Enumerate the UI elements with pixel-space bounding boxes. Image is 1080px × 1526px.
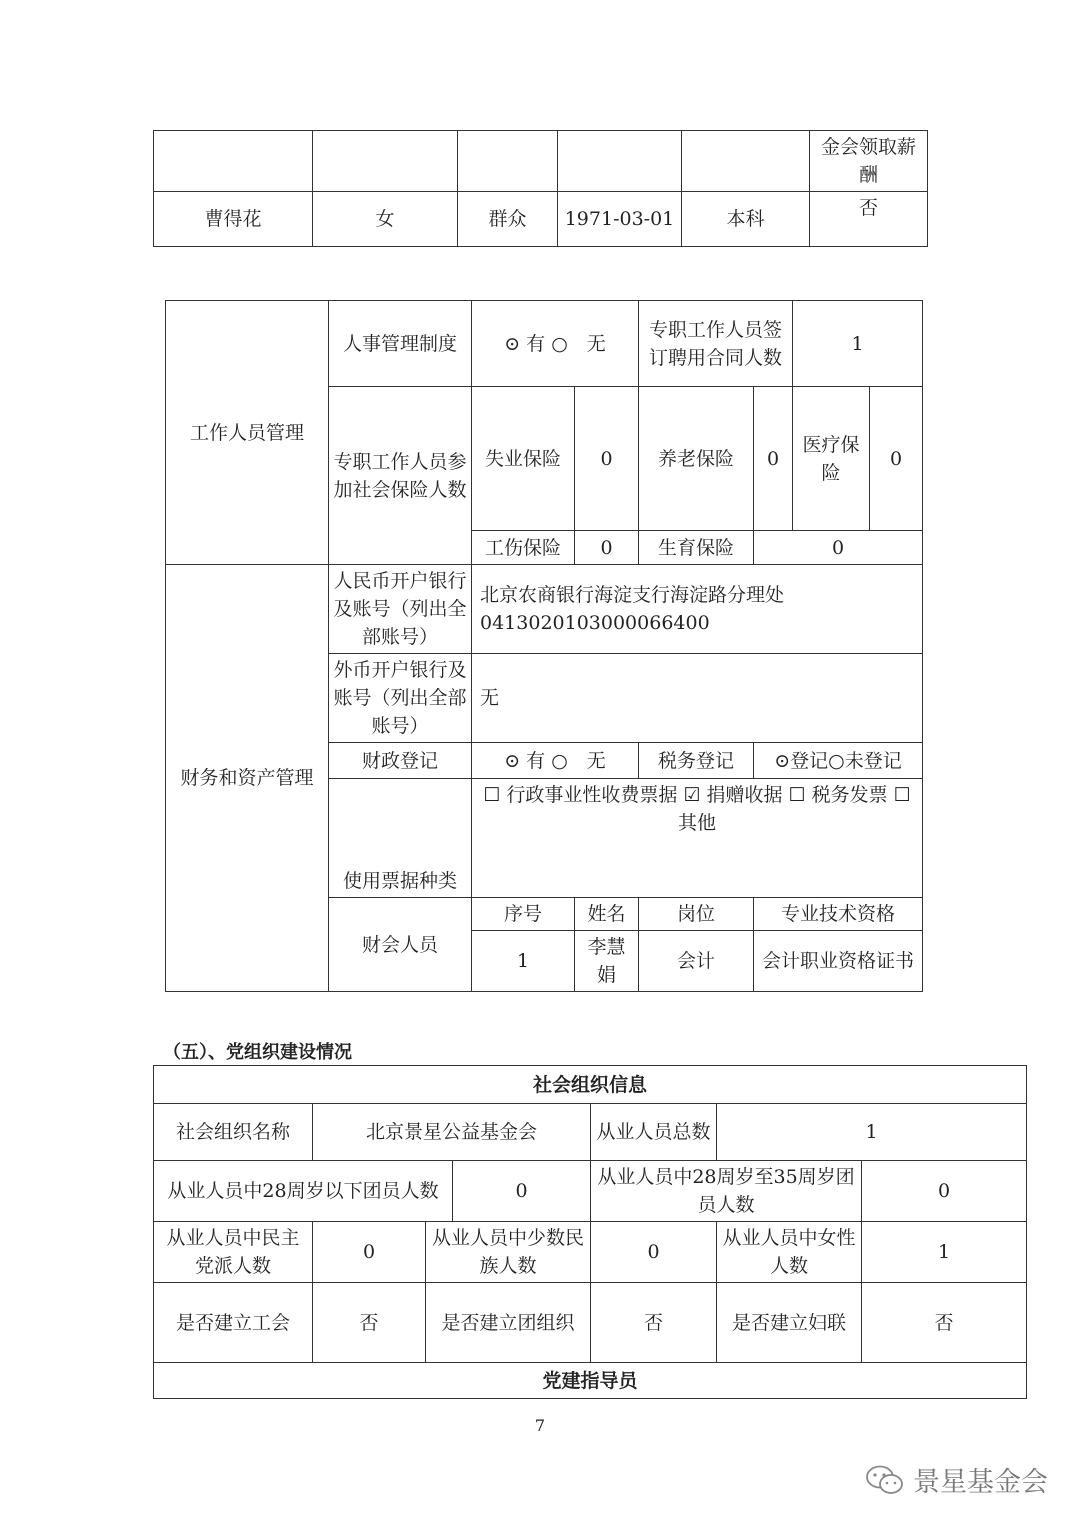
- maternity-label: 生育保险: [639, 531, 754, 565]
- contract-label: 专职工作人员签订聘用合同人数: [639, 301, 793, 387]
- hr-system-label: 人事管理制度: [329, 301, 472, 387]
- org-table: [153, 1065, 1027, 1399]
- acc-header-qual: 专业技术资格: [754, 898, 923, 931]
- fx-account-value: 无: [472, 654, 923, 743]
- fx-account-label: 外币开户银行及账号（列出全部账号）: [329, 654, 472, 743]
- employees-value: 1: [717, 1104, 1027, 1161]
- youth-28-35-label: 从业人员中28周岁至35周岁团员人数: [591, 1161, 862, 1222]
- female-value: 1: [862, 1222, 1027, 1283]
- staff-table: [153, 130, 928, 247]
- medical-value: 0: [870, 387, 923, 531]
- female-label: 从业人员中女性人数: [717, 1222, 862, 1283]
- rmb-account-number: 0413020103000066400: [480, 612, 710, 634]
- invoice-label: 使用票据种类: [329, 779, 472, 898]
- staff-header-cell: [154, 131, 313, 192]
- youth-under28-label: 从业人员中28周岁以下团员人数: [154, 1161, 453, 1222]
- hr-system-value: ⊙ 有 ○ 无: [472, 301, 639, 387]
- fiscal-value: ⊙ 有 ○ 无: [472, 743, 639, 779]
- invoice-value: ☐ 行政事业性收费票据 ☑ 捐赠收据 ☐ 税务发票 ☐ 其他: [472, 779, 923, 898]
- acc-header-post: 岗位: [639, 898, 754, 931]
- page-number: 7: [534, 1416, 546, 1435]
- minority-value: 0: [591, 1222, 717, 1283]
- pension-label: 养老保险: [639, 387, 754, 531]
- staff-salary: 否: [810, 192, 928, 247]
- democratic-value: 0: [313, 1222, 426, 1283]
- org-name-label: 社会组织名称: [154, 1104, 313, 1161]
- staff-birth: 1971-03-01: [558, 192, 682, 247]
- acc-qual: 会计职业资格证书: [754, 931, 923, 992]
- unemployment-value: 0: [575, 387, 639, 531]
- staff-header-cell: [313, 131, 458, 192]
- unemployment-label: 失业保险: [472, 387, 575, 531]
- finance-mgmt-label: 财务和资产管理: [166, 565, 329, 992]
- wechat-icon: [865, 1464, 905, 1496]
- maternity-value: 0: [754, 531, 923, 565]
- org-name-value: 北京景星公益基金会: [313, 1104, 591, 1161]
- democratic-label: 从业人员中民主党派人数: [154, 1222, 313, 1283]
- staff-gender: 女: [313, 192, 458, 247]
- acc-header-no: 序号: [472, 898, 575, 931]
- women-value: 否: [862, 1283, 1027, 1363]
- tax-label: 税务登记: [639, 743, 754, 779]
- medical-label: 医疗保险: [793, 387, 870, 531]
- staff-political: 群众: [458, 192, 558, 247]
- union-label: 是否建立工会: [154, 1283, 313, 1363]
- staff-header-cell: [682, 131, 810, 192]
- youth-28-35-value: 0: [862, 1161, 1027, 1222]
- staff-header-salary: 金会领取薪酬: [810, 131, 928, 192]
- watermark: [865, 1460, 1048, 1499]
- league-label: 是否建立团组织: [426, 1283, 591, 1363]
- rmb-account-value: [472, 565, 923, 654]
- staff-mgmt-label: 工作人员管理: [166, 301, 329, 565]
- acc-no: 1: [472, 931, 575, 992]
- union-value: 否: [313, 1283, 426, 1363]
- acc-header-name: 姓名: [575, 898, 639, 931]
- watermark-text: 景星基金会: [913, 1467, 1048, 1498]
- tax-value: ⊙登记○未登记: [754, 743, 923, 779]
- women-label: 是否建立妇联: [717, 1283, 862, 1363]
- staff-header-cell: [558, 131, 682, 192]
- contract-value: 1: [793, 301, 923, 387]
- pension-value: 0: [754, 387, 793, 531]
- injury-label: 工伤保险: [472, 531, 575, 565]
- league-value: 否: [591, 1283, 717, 1363]
- staff-name: 曹得花: [154, 192, 313, 247]
- staff-header-cell: [458, 131, 558, 192]
- org-info-title: 社会组织信息: [154, 1066, 1027, 1104]
- acc-name: 李慧娟: [575, 931, 639, 992]
- rmb-account-label: 人民币开户银行及账号（列出全部账号）: [329, 565, 472, 654]
- minority-label: 从业人员中少数民族人数: [426, 1222, 591, 1283]
- staff-education: 本科: [682, 192, 810, 247]
- injury-value: 0: [575, 531, 639, 565]
- accountant-label: 财会人员: [329, 898, 472, 992]
- rmb-bank: 北京农商银行海淀支行海淀路分理处: [480, 584, 785, 606]
- youth-under28-value: 0: [453, 1161, 591, 1222]
- employees-label: 从业人员总数: [591, 1104, 717, 1161]
- insurance-label: 专职工作人员参加社会保险人数: [329, 387, 472, 565]
- party-guide-title: 党建指导员: [154, 1363, 1027, 1399]
- admin-table: [165, 300, 923, 992]
- acc-post: 会计: [639, 931, 754, 992]
- section-heading: （五）、党组织建设情况: [163, 1042, 352, 1063]
- fiscal-label: 财政登记: [329, 743, 472, 779]
